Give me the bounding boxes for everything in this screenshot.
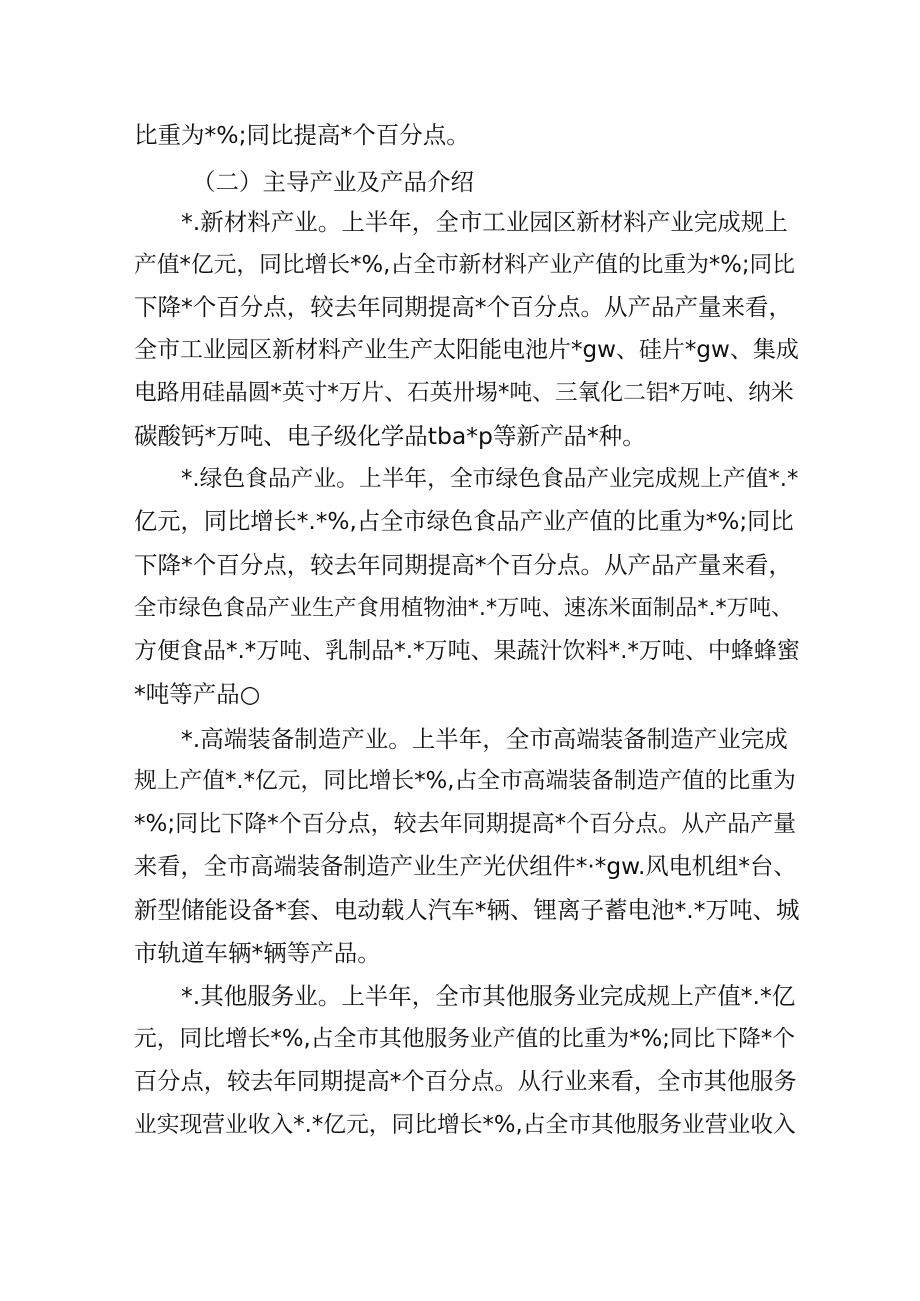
text-line: 碳酸钙*万吨、电子级化学品tba*p等新产品*种。 [134,422,646,450]
text-line: 业实现营业收入*.*亿元，同比增长*%,占全市其他服务业营业收入 [134,1112,796,1138]
text-line: 产值*亿元，同比增长*%,占全市新材料产业产值的比重为*%;同比 [134,252,796,278]
section-heading: （二）主导产业及产品介绍 [192,168,474,196]
text-line: 新型储能设备*套、电动载人汽车*辆、锂离子蓄电池*.*万吨、城 [134,896,800,924]
text-line: *.绿色食品产业。上半年，全市绿色食品产业完成规上产值*.* [181,466,799,492]
text-line: 下降*个百分点，较去年同期提高*个百分点。从产品产量来看， [134,551,792,579]
text-line: 比重为*%;同比提高*个百分点。 [134,121,470,149]
text-line: 电路用硅晶圆*英寸*万片、石英卅埸*吨、三氧化二铝*万吨、纳米 [134,380,794,406]
text-line: 市轨道车辆*辆等产品。 [134,939,381,967]
text-line: 全市工业园区新材料产业生产太阳能电池片*gw、硅片*gw、集成 [134,337,799,363]
text-line: *吨等产品○ [134,680,261,708]
text-line: 全市绿色食品产业生产食用植物油*.*万吨、速冻米面制品*.*万吨、 [134,595,794,621]
text-line: 百分点，较去年同期提高*个百分点。从行业来看，全市其他服务 [134,1068,797,1095]
text-line: *.新材料产业。上半年，全市工业园区新材料产业完成规上 [181,208,788,236]
text-line: *.其他服务业。上半年，全市其他服务业完成规上产值*.*亿 [181,982,796,1010]
text-line: 亿元，同比增长*.*%,占全市绿色食品产业产值的比重为*%;同比 [134,508,794,535]
text-line: 下降*个百分点，较去年同期提高*个百分点。从产品产量来看， [134,293,792,321]
text-line: 元，同比增长*%,占全市其他服务业产值的比重为*%;同比下降*个 [134,1026,796,1052]
text-line: 方便食品*.*万吨、乳制品*.*万吨、果蔬汁饮料*.*万吨、中蜂蜂蜜 [134,638,800,664]
text-line: *%;同比下降*个百分点，较去年同期提高*个百分点。从产品产量 [134,811,797,837]
text-line: 来看，全市高端装备制造产业生产光伏组件*·*gw.风电机组*台、 [134,853,797,880]
text-line: *.高端装备制造产业。上半年，全市高端装备制造产业完成 [181,725,788,753]
text-line: 规上产值*.*亿元，同比增长*%,占全市高端装备制造产值的比重为 [134,768,796,794]
